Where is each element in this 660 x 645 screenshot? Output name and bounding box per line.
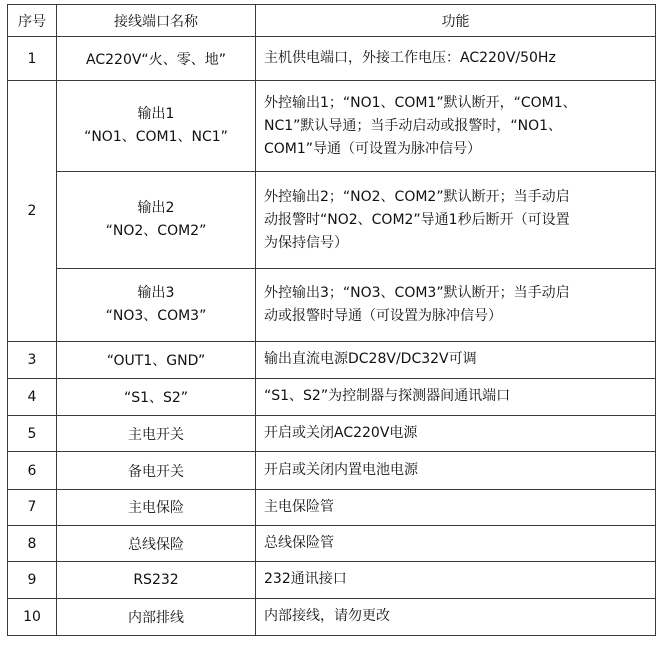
row-seq: 4 bbox=[8, 378, 57, 415]
row-port-name: “OUT1、GND” bbox=[57, 341, 256, 378]
table-row bbox=[8, 452, 656, 489]
function-line: 动报警时“NO2、COM2”导通1秒后断开（可设置 bbox=[264, 211, 570, 228]
row-seq: 7 bbox=[8, 489, 57, 525]
row-port-name: AC220V“火、零、地” bbox=[57, 37, 256, 81]
row-function bbox=[256, 172, 656, 269]
table-row bbox=[8, 172, 656, 269]
row-function bbox=[256, 81, 656, 172]
function-line: 为保持信号） bbox=[264, 234, 348, 251]
row-port-name: “S1、S2” bbox=[57, 378, 256, 415]
row-function: 开启或关闭AC220V电源 bbox=[256, 416, 656, 452]
table-row bbox=[8, 598, 656, 635]
function-line: 外控输出1；“NO1、COM1”默认断开，“COM1、 bbox=[264, 94, 577, 111]
function-line: NC1”默认导通；当手动启动或报警时，“NO1、 bbox=[264, 117, 563, 134]
header-seq: 序号 bbox=[8, 5, 57, 37]
row-function: 总线保险管 bbox=[256, 525, 656, 561]
header-port-name: 接线端口名称 bbox=[57, 5, 256, 37]
row-seq: 2 bbox=[8, 81, 57, 341]
port-name-line: 输出3 bbox=[137, 284, 175, 301]
wiring-port-table bbox=[7, 4, 656, 636]
row-port-name: 主电保险 bbox=[57, 489, 256, 525]
table-row bbox=[8, 562, 656, 598]
row-function: 主电保险管 bbox=[256, 489, 656, 525]
function-line: 外控输出2；“NO2、COM2”默认断开；当手动启 bbox=[264, 188, 570, 205]
row-port-name: RS232 bbox=[57, 562, 256, 598]
port-name-line: 输出2 bbox=[137, 200, 175, 216]
row-seq: 1 bbox=[8, 37, 57, 81]
row-port-name bbox=[57, 268, 256, 341]
header-function: 功能 bbox=[256, 5, 656, 37]
function-line: COM1”导通（可设置为脉冲信号） bbox=[264, 140, 482, 157]
table-row bbox=[8, 378, 656, 415]
table-row bbox=[8, 268, 656, 341]
row-function: 主机供电端口，外接工作电压：AC220V/50Hz bbox=[256, 37, 656, 81]
row-function: 输出直流电源DC28V/DC32V可调 bbox=[256, 341, 656, 378]
row-port-name: 主电开关 bbox=[57, 416, 256, 452]
port-name-line: 输出1 bbox=[137, 106, 175, 123]
row-seq: 9 bbox=[8, 562, 57, 598]
table-row bbox=[8, 489, 656, 525]
port-name-line: “NO2、COM2” bbox=[105, 223, 207, 239]
function-line: 动或报警时导通（可设置为脉冲信号） bbox=[264, 307, 502, 324]
table-row bbox=[8, 37, 656, 81]
row-port-name: 内部排线 bbox=[57, 598, 256, 635]
row-port-name bbox=[57, 81, 256, 172]
row-function bbox=[256, 268, 656, 341]
row-function: 开启或关闭内置电池电源 bbox=[256, 452, 656, 489]
table-row bbox=[8, 416, 656, 452]
row-function: “S1、S2”为控制器与探测器间通讯端口 bbox=[256, 378, 656, 415]
row-port-name: 备电开关 bbox=[57, 452, 256, 489]
row-function: 内部接线，请勿更改 bbox=[256, 598, 656, 635]
row-port-name: 总线保险 bbox=[57, 525, 256, 561]
table-row bbox=[8, 525, 656, 561]
table-row bbox=[8, 81, 656, 172]
port-name-line: “NO1、COM1、NC1” bbox=[84, 129, 228, 146]
row-seq: 10 bbox=[8, 598, 57, 635]
row-seq: 6 bbox=[8, 452, 57, 489]
row-port-name bbox=[57, 172, 256, 269]
row-seq: 8 bbox=[8, 525, 57, 561]
function-line: 外控输出3；“NO3、COM3”默认断开；当手动启 bbox=[264, 284, 570, 301]
table-row bbox=[8, 341, 656, 378]
row-function: 232通讯接口 bbox=[256, 562, 656, 598]
row-seq: 5 bbox=[8, 416, 57, 452]
port-name-line: “NO3、COM3” bbox=[105, 307, 207, 324]
header-row bbox=[8, 5, 656, 37]
row-seq: 3 bbox=[8, 341, 57, 378]
